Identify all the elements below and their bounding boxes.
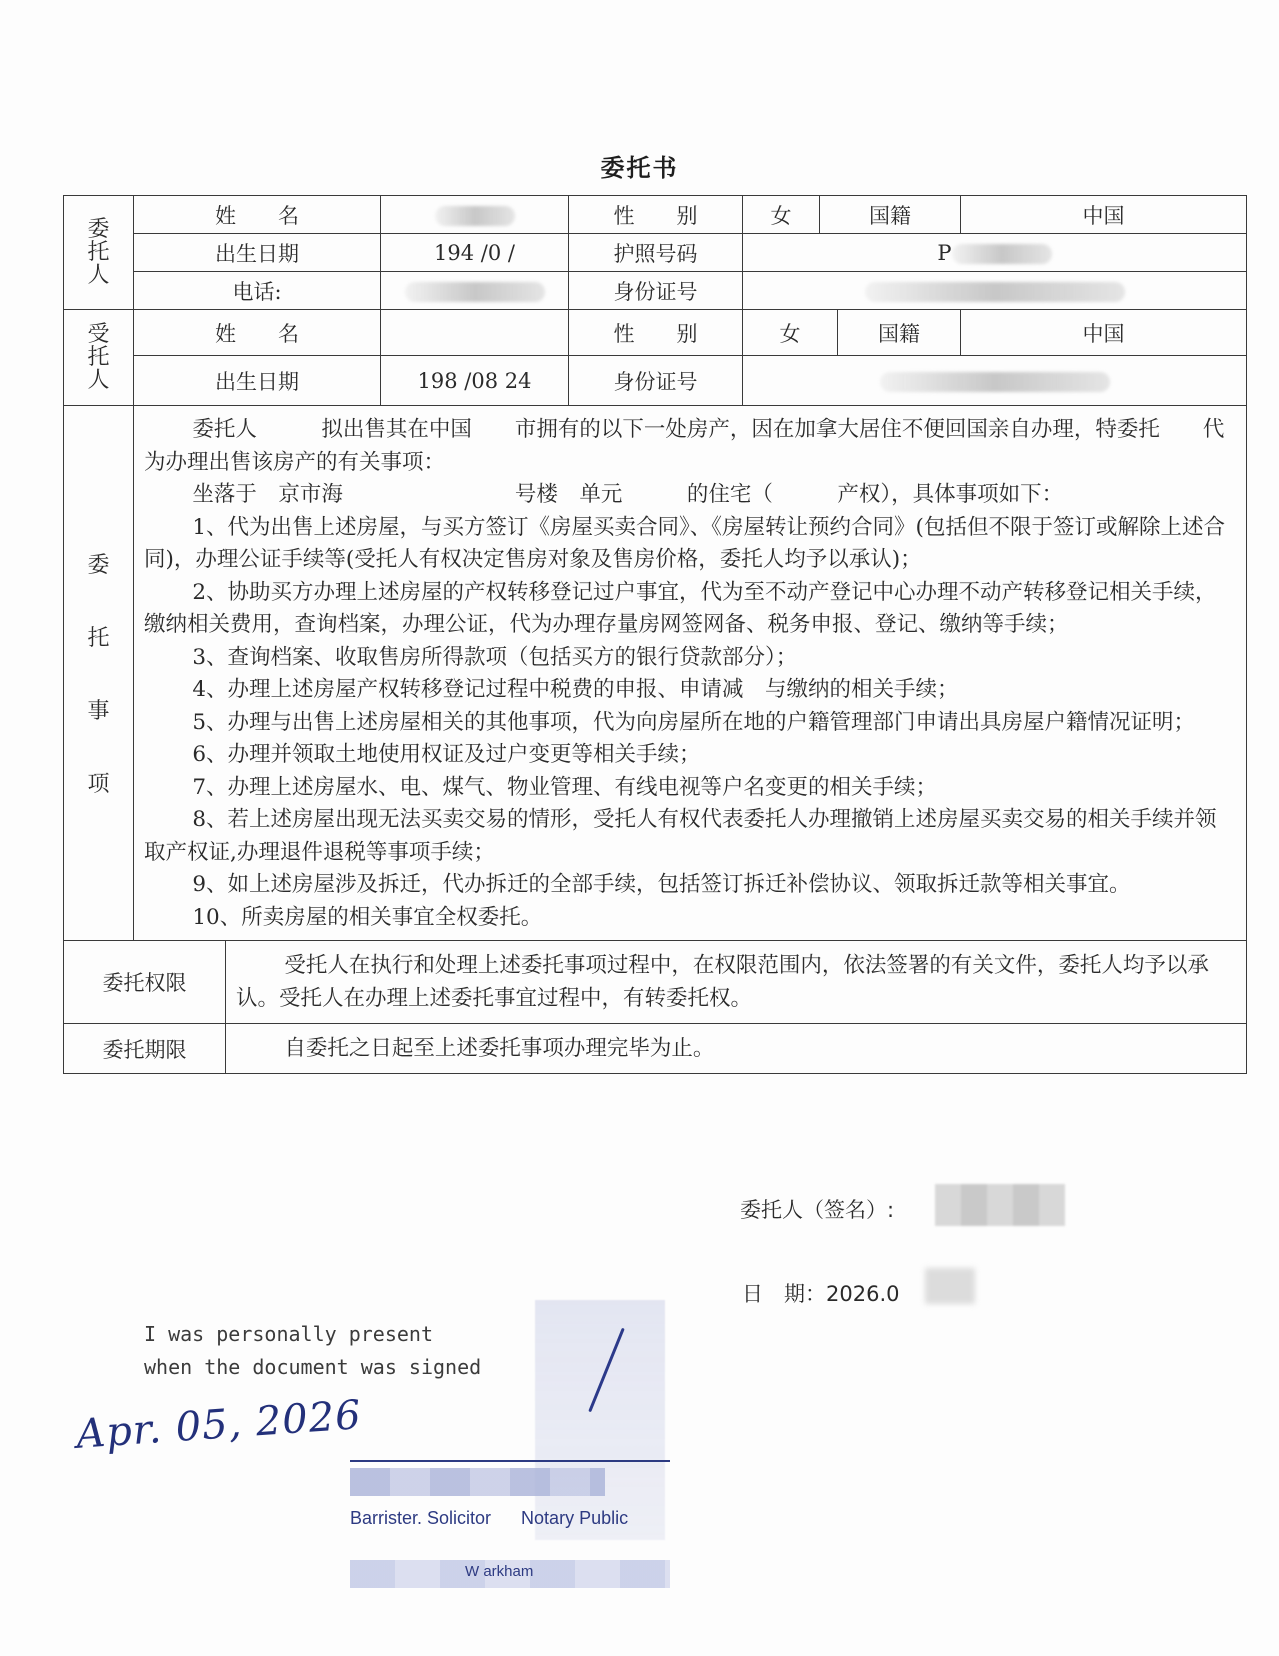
- redacted-date: [925, 1268, 975, 1304]
- redacted-notary-name: [350, 1468, 605, 1496]
- authority-text: [226, 941, 1247, 1024]
- principal-signature-label: 委托人（签名）:: [740, 1198, 895, 1222]
- document-title: 委托书: [600, 154, 679, 182]
- term-label: 委托期限: [64, 1024, 226, 1074]
- notary-statement-line: I was personally present: [144, 1322, 433, 1346]
- redacted-agent-id: [880, 372, 1110, 392]
- principal-row-birth: [64, 234, 1247, 272]
- notary-signature-rule: [350, 1460, 670, 1462]
- agent-row-birth: [64, 356, 1247, 406]
- agent-id-value: [743, 356, 1247, 406]
- principal-row-phone: [64, 272, 1247, 310]
- date-label: 日 期：: [742, 1282, 826, 1306]
- matters-row: [64, 406, 1247, 941]
- agent-label-char: 受: [87, 321, 110, 347]
- matters-item: 8、若上述房屋出现无法买卖交易的情形，受托人有权代表委托人办理撤销上述房屋买卖交易的相关手续并领取产权证,办理退件退税等事项手续；: [144, 807, 1217, 865]
- principal-nationality-value: 中国: [961, 196, 1247, 234]
- matters-item: 7、办理上述房屋水、电、煤气、物业管理、有线电视等户名变更的相关手续；: [192, 774, 938, 800]
- agent-birth-value: [381, 356, 569, 406]
- matters-label-char: 事: [87, 699, 110, 724]
- agent-row-name: [64, 310, 1247, 356]
- principal-label-char: 托: [87, 239, 110, 265]
- matters-item: 9、如上述房屋涉及拆迁，代办拆迁的全部手续，包括签订拆迁补偿协议、领取拆迁款等相关事宜。: [192, 872, 1131, 897]
- principal-passport-text: P: [937, 240, 952, 265]
- matters-item: 6、办理并领取土地使用权证及过户变更等相关手续；: [192, 742, 701, 767]
- redacted-name: [435, 206, 515, 226]
- notary-stamp-address: W arkham: [465, 1563, 534, 1580]
- stamp-title-right: Notary Public: [521, 1508, 629, 1528]
- stamp-title-left: Barrister. Solicitor: [350, 1508, 492, 1528]
- principal-phone-label: 电话:: [134, 272, 381, 310]
- principal-label-char: 委: [87, 216, 110, 242]
- term-paragraph: 自委托之日起至上述委托事项办理完毕为止。: [284, 1036, 715, 1061]
- authority-label: 委托权限: [64, 941, 226, 1024]
- agent-birth-label: 出生日期: [134, 356, 381, 406]
- agent-gender-label: 性 别: [569, 310, 743, 356]
- matters-item: 2、协助买方办理上述房屋的产权转移登记过户事宜，代为至不动产登记中心办理不动产转移登记相关手续，缴纳相关费用，查询档案，办理公证，代为办理存量房网签网备、税务申报、登记、缴纳等手续；: [144, 579, 1217, 637]
- principal-name-value: [381, 196, 569, 234]
- matters-item: 3、查询档案、收取售房所得款项（包括买方的银行贷款部分）；: [192, 644, 798, 670]
- attorney-form-table: [63, 195, 1247, 1074]
- principal-birth-value: [381, 234, 569, 272]
- redacted-phone: [405, 282, 545, 302]
- agent-birth-text: 198 /08 24: [417, 368, 532, 393]
- matters-item: 10、所卖房屋的相关事宜全权委托。: [192, 904, 543, 930]
- redacted-notary-signature: [535, 1300, 665, 1540]
- signature-date: [742, 1278, 899, 1308]
- notary-stamp-title: [350, 1508, 628, 1529]
- agent-label-char: 人: [87, 368, 110, 394]
- matters-item: 5、办理与出售上述房屋相关的其他事项，代为向房屋所在地的户籍管理部门申请出具房屋户籍情况证明；: [192, 709, 1196, 735]
- term-text: [226, 1024, 1247, 1074]
- agent-name-value: [381, 310, 569, 356]
- term-row: [64, 1024, 1247, 1074]
- redacted-id: [865, 282, 1125, 302]
- principal-row-name: [64, 196, 1247, 234]
- agent-label-char: 托: [87, 344, 110, 370]
- notary-statement-line: when the document was signed: [144, 1355, 482, 1379]
- matters-label-char: 托: [87, 626, 110, 651]
- authority-row: [64, 941, 1247, 1024]
- matters-label-char: 项: [87, 772, 110, 797]
- matters-section-label: [64, 406, 134, 941]
- principal-nationality-label: 国籍: [820, 196, 961, 234]
- redacted-passport: [952, 244, 1052, 264]
- principal-birth-text: 194 /0 /: [434, 240, 515, 265]
- principal-id-label: 身份证号: [569, 272, 743, 310]
- matters-label-char: 委: [87, 553, 110, 578]
- handwritten-date: Apr. 05, 2026: [74, 1392, 364, 1458]
- agent-name-label: 姓 名: [134, 310, 381, 356]
- matters-content: [134, 406, 1247, 941]
- agent-id-label: 身份证号: [569, 356, 743, 406]
- principal-name-label: 姓 名: [134, 196, 381, 234]
- matters-location: 坐落于 京市海 号楼 单元 的住宅（ 产权），具体事项如下：: [192, 482, 1064, 507]
- agent-nationality-value: 中国: [961, 310, 1247, 356]
- principal-gender-label: 性 别: [569, 196, 743, 234]
- authority-paragraph: 受托人在执行和处理上述委托事项过程中，在权限范围内，依法签署的有关文件，委托人均予以承认。受托人在办理上述委托事宜过程中，有转委托权。: [236, 953, 1209, 1011]
- agent-nationality-label: 国籍: [838, 310, 961, 356]
- date-value: 2026.0: [826, 1282, 900, 1306]
- principal-gender-value: 女: [743, 196, 820, 234]
- principal-id-value: [743, 272, 1247, 310]
- agent-gender-value: 女: [743, 310, 838, 356]
- matters-item: 1、代为出售上述房屋，与买方签订《房屋买卖合同》、《房屋转让预约合同》(包括但不限于签订或解除上述合同)，办理公证手续等(受托人有权决定售房对象及售房价格，委托人均予以承认)；: [144, 514, 1225, 572]
- matters-intro: 委托人 拟出售其在中国 市拥有的以下一处房产，因在加拿大居住不便回国亲自办理，特委托 代为办理出售该房产的有关事项：: [144, 417, 1225, 475]
- principal-birth-label: 出生日期: [134, 234, 381, 272]
- agent-section-label: [64, 310, 134, 406]
- notary-statement: [144, 1318, 481, 1384]
- redacted-signature: [935, 1184, 1065, 1226]
- principal-label-char: 人: [87, 263, 110, 289]
- matters-item: 4、办理上述房屋产权转移登记过程中税费的申报、申请减 与缴纳的相关手续；: [192, 677, 959, 702]
- principal-section-label: [64, 196, 134, 310]
- principal-phone-value: [381, 272, 569, 310]
- principal-passport-value: [743, 234, 1247, 272]
- principal-passport-label: 护照号码: [569, 234, 743, 272]
